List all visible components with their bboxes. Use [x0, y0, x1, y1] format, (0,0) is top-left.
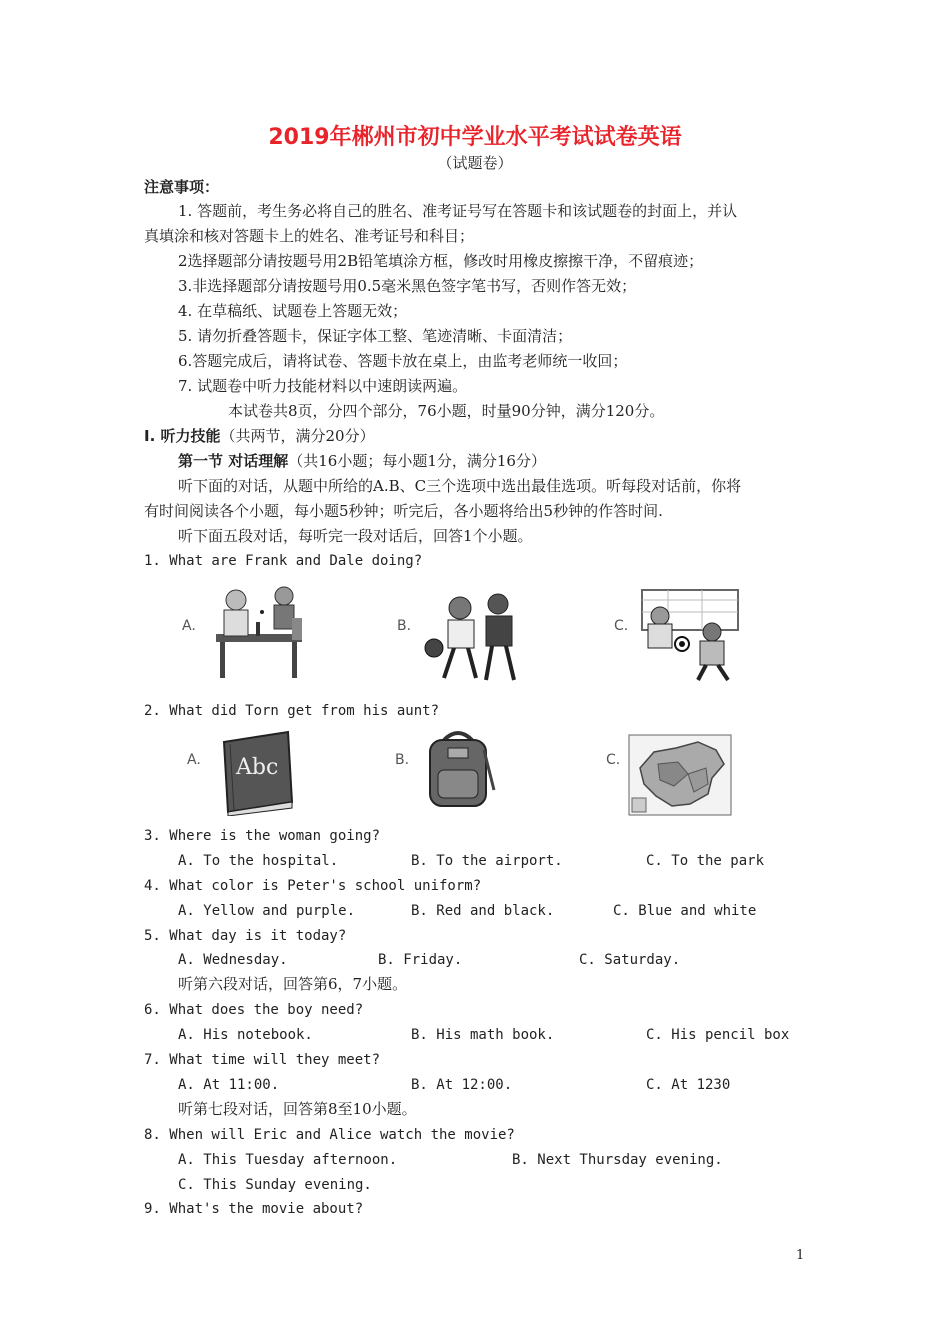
page-title: 2019年郴州市初中学业水平考试试卷英语 [268, 125, 682, 150]
table-tennis-picture [212, 582, 308, 682]
question-4-option-b: B. Red and black. [411, 903, 555, 919]
instruction-1-cont: 有时间阅读各个小题，每小题5秒钟；听完后，各小题将给出5秒钟的作答时间. [144, 502, 663, 520]
section-1-note: （共两节，满分20分） [220, 427, 375, 445]
q2-option-a-letter: A. [187, 752, 201, 768]
page-number: 1 [796, 1248, 805, 1263]
part-1-title: 第一节 对话理解 [178, 452, 289, 470]
question-5: 5. What day is it today? [144, 928, 347, 944]
question-7-option-c: C. At 1230 [646, 1077, 731, 1093]
question-5-option-c: C. Saturday. [579, 952, 681, 968]
question-4-option-c: C. Blue and white [613, 903, 757, 919]
q1-option-c-letter: C. [614, 618, 629, 634]
question-9: 9. What's the movie about? [144, 1201, 364, 1217]
notice-item-5: 5. 请勿折叠答题卡，保证字体工整、笔迹清晰、卡面清洁； [178, 327, 573, 345]
question-3-option-b: B. To the airport. [411, 853, 563, 869]
notice-item-4: 4. 在草稿纸、试题卷上答题无效； [178, 302, 408, 320]
notice-item-7: 7. 试题卷中听力技能材料以中速朗读两遍。 [178, 377, 468, 395]
notice-item-3: 3.非选择题部分请按题号用0.5毫米黑色签字笔书写，否则作答无效； [178, 277, 637, 295]
basketball-picture [422, 592, 528, 686]
question-3: 3. Where is the woman going? [144, 828, 381, 844]
notice-item-1-cont: 真填涂和核对答题卡上的姓名、准考证号和科目； [144, 227, 475, 245]
question-3-option-a: A. To the hospital. [178, 853, 339, 869]
notice-item-2: 2选择题部分请按题号用2B铅笔填涂方框，修改时用橡皮擦擦干净，不留痕迹； [178, 252, 704, 270]
book-picture [218, 730, 296, 816]
soccer-picture [638, 586, 742, 684]
notice-item-6: 6.答题完成后，请将试卷、答题卡放在桌上，由监考老师统一收回； [178, 352, 628, 370]
backpack-picture [420, 726, 498, 812]
notice-item-1: 1. 答题前，考生务必将自己的胜名、准考证号写在答题卡和该试题卷的封面上，并认 [178, 202, 738, 220]
question-4: 4. What color is Peter's school uniform? [144, 878, 482, 894]
part-1-heading [178, 451, 546, 471]
question-6-option-a: A. His notebook. [178, 1027, 313, 1043]
q2-option-b-letter: B. [395, 752, 410, 768]
page-subtitle: （试题卷） [437, 154, 513, 172]
q1-option-a-letter: A. [182, 618, 196, 634]
question-8-option-b: B. Next Thursday evening. [512, 1152, 723, 1168]
q2-option-c-letter: C. [606, 752, 621, 768]
section-1-title: I. 听力技能 [144, 427, 221, 445]
book-cover-text: Abc [236, 755, 279, 780]
question-8-option-a: A. This Tuesday afternoon. [178, 1152, 398, 1168]
instruction-2: 听下面五段对话，每听完一段对话后，回答1个小题。 [178, 527, 533, 545]
question-7-option-a: A. At 11:00. [178, 1077, 280, 1093]
question-5-option-b: B. Friday. [378, 952, 463, 968]
question-6-option-c: C. His pencil box [646, 1027, 790, 1043]
instruction-4: 听第七段对话，回答第8至10小题。 [178, 1100, 417, 1118]
question-4-option-a: A. Yellow and purple. [178, 903, 356, 919]
notice-heading: 注意事项： [144, 178, 220, 196]
q1-option-b-letter: B. [397, 618, 412, 634]
instruction-1: 听下面的对话，从题中所给的A.B、C三个选项中选出最佳选项。听每段对话前，你将 [178, 477, 742, 495]
question-2: 2. What did Torn get from his aunt? [144, 703, 440, 719]
question-3-option-c: C. To the park [646, 853, 765, 869]
question-7-option-b: B. At 12:00. [411, 1077, 513, 1093]
question-8-option-c: C. This Sunday evening. [178, 1177, 372, 1193]
question-8: 8. When will Eric and Alice watch the movie? [144, 1127, 515, 1143]
exam-summary: 本试卷共8页，分四个部分，76小题，时量90分钟，满分120分。 [228, 402, 665, 420]
question-6: 6. What does the boy need? [144, 1002, 364, 1018]
question-5-option-a: A. Wednesday. [178, 952, 288, 968]
part-1-note: （共16小题；每小题1分，满分16分） [288, 452, 546, 470]
question-1: 1. What are Frank and Dale doing? [144, 553, 423, 569]
instruction-3: 听第六段对话，回答第6，7小题。 [178, 975, 408, 993]
section-1-heading [144, 426, 375, 446]
question-6-option-b: B. His math book. [411, 1027, 555, 1043]
map-picture [628, 734, 732, 816]
question-7: 7. What time will they meet? [144, 1052, 381, 1068]
